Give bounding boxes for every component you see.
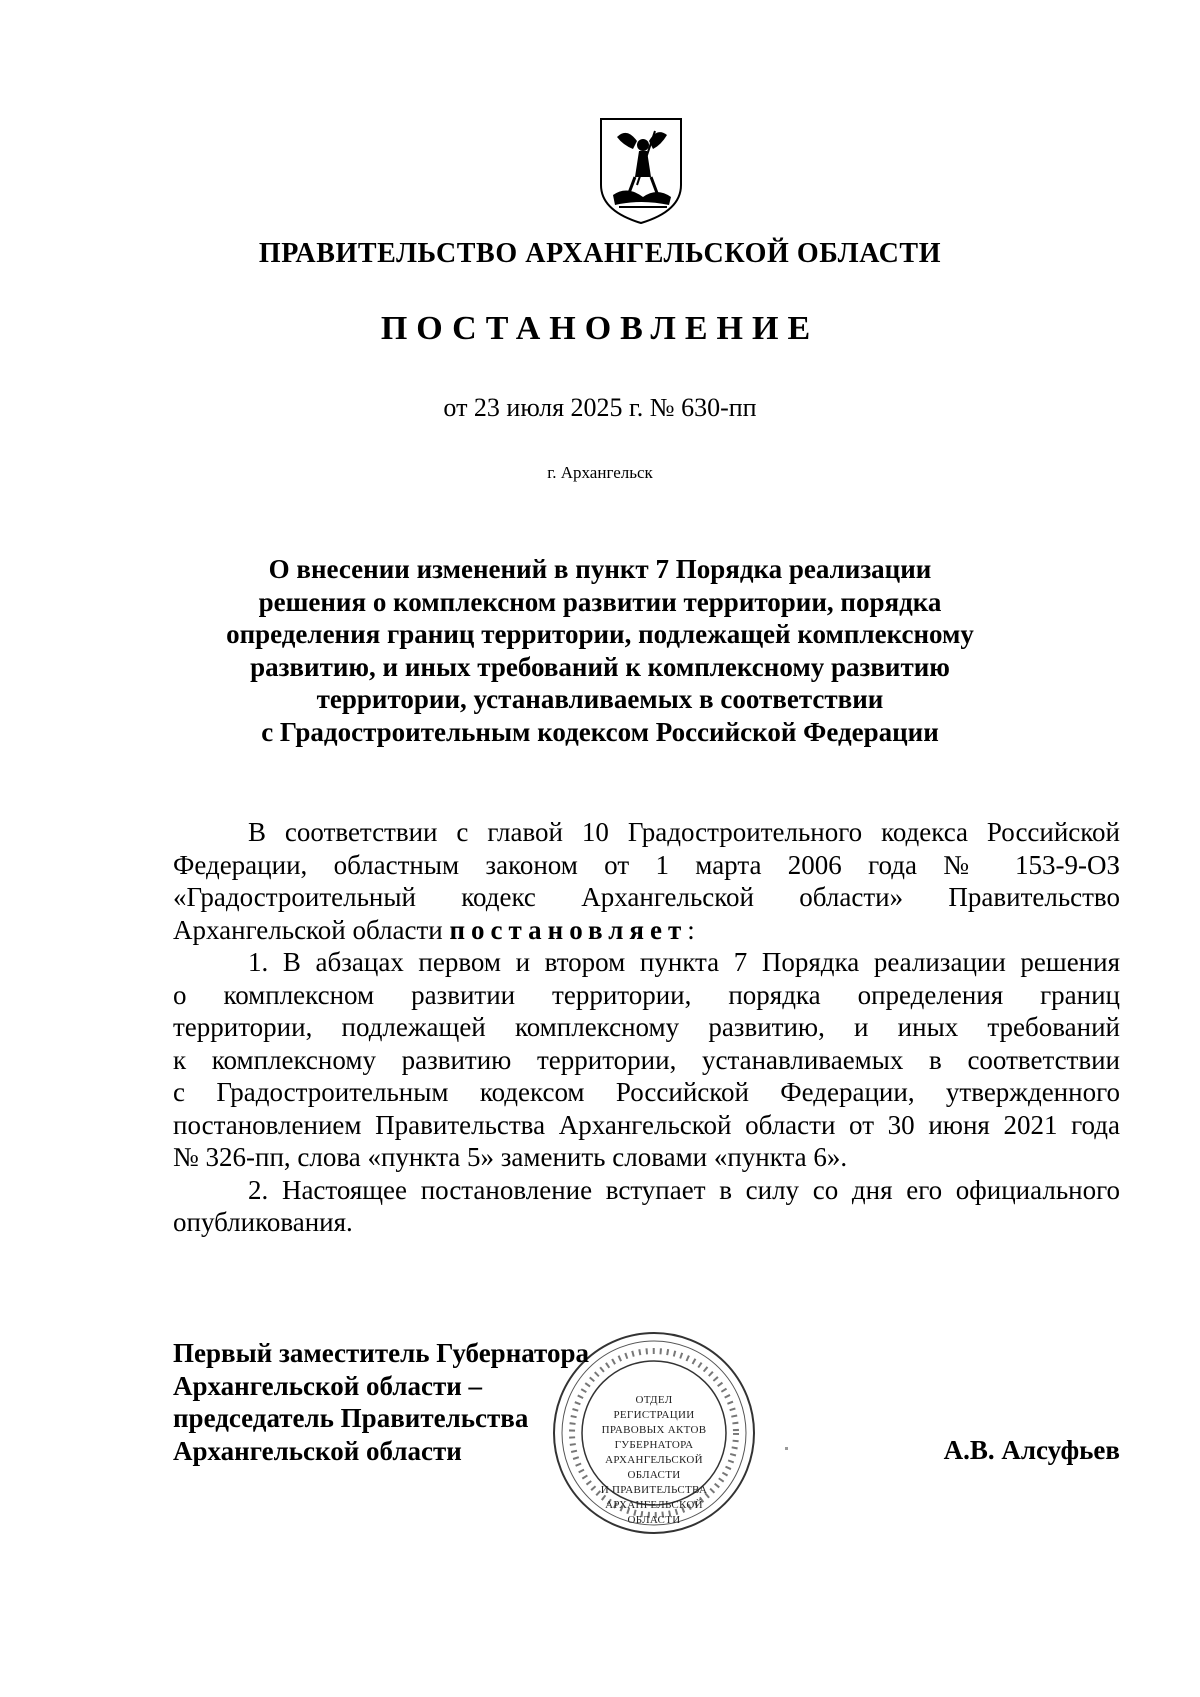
stamp-line: АРХАНГЕЛЬСКОЙ	[605, 1499, 703, 1511]
title-line: территории, устанавливаемых в соответствии	[316, 684, 884, 714]
body-line: 2. Настоящее постановление вступает в силу со дня его официального	[248, 1174, 1120, 1205]
body-line: опубликования.	[173, 1207, 353, 1237]
body-line: № 326-пп, слова «пункта 5» заменить словами «пункта 6».	[173, 1142, 848, 1172]
body-line: В соответствии с главой 10 Градостроительного кодекса Российской	[248, 817, 1120, 847]
stamp-line: РЕГИСТРАЦИИ	[613, 1409, 695, 1421]
stamp-line: АРХАНГЕЛЬСКОЙ	[605, 1454, 703, 1466]
stamp-line: ГУБЕРНАТОРА	[614, 1439, 694, 1451]
body-line: постановлением Правительства Архангельской области от 30 июня 2021 года	[173, 1109, 1120, 1140]
body-line: к комплексному развитию территории, устанавливаемых в соответствии	[173, 1044, 1120, 1075]
body-line	[173, 914, 1120, 947]
coat-of-arms-emblem	[597, 115, 685, 227]
title-line: определения границ территории, подлежащей комплексному	[226, 619, 974, 649]
body-line: территории, подлежащей комплексному развитию, и иных требований	[173, 1012, 1120, 1042]
stamp-line: ПРАВОВЫХ АКТОВ	[601, 1424, 707, 1436]
title-line: решения о комплексном развитии территории, порядка	[258, 586, 942, 617]
position-line: председатель Правительства	[173, 1403, 529, 1433]
stamp-line: И ПРАВИТЕЛЬСТВА	[600, 1484, 708, 1496]
title-line: с Градостроительным кодексом Российской Федерации	[261, 716, 939, 747]
position-line: Первый заместитель Губернатора	[173, 1338, 589, 1368]
body-line: Федерации, областным законом от 1 марта 2006 года № 153-9-ОЗ	[173, 849, 1120, 880]
position-line: Архангельской области	[173, 1435, 462, 1466]
city-line: г. Архангельск	[547, 463, 653, 482]
body-line: «Градостроительный кодекс Архангельской области» Правительство	[173, 882, 1120, 912]
stamp-line: ОТДЕЛ	[635, 1394, 673, 1406]
body-line: с Градостроительным кодексом Российской Федерации, утвержденного	[173, 1077, 1120, 1107]
title-line: О внесении изменений в пункт 7 Порядка реализации	[268, 554, 932, 584]
scan-dot	[785, 1447, 788, 1450]
decree-colon: :	[687, 914, 695, 945]
stamp-line: ОБЛАСТИ	[627, 1469, 681, 1481]
document-body	[173, 816, 1120, 1239]
body-line: 1. В абзацах первом и втором пункта 7 Порядка реализации решения	[248, 947, 1120, 977]
stamp-line: ОБЛАСТИ	[627, 1514, 681, 1526]
signatory-name: А.В. Алсуфьев	[943, 1435, 1120, 1465]
signatory-position	[173, 1337, 589, 1467]
title-line: развитию, и иных требований к комплексному развитию	[250, 651, 950, 682]
decree-word: постановляет	[449, 914, 688, 945]
position-line: Архангельской области –	[173, 1370, 483, 1401]
document-type-heading: ПОСТАНОВЛЕНИЕ	[380, 310, 820, 347]
body-line: о комплексном развитии территории, порядка определения границ	[173, 979, 1120, 1010]
date-and-number: от 23 июля 2025 г. № 630-пп	[443, 393, 757, 422]
organization-heading: ПРАВИТЕЛЬСТВО АРХАНГЕЛЬСКОЙ ОБЛАСТИ	[258, 238, 942, 269]
preamble-end-text: Архангельской области	[173, 914, 450, 945]
document-title	[0, 553, 1200, 748]
